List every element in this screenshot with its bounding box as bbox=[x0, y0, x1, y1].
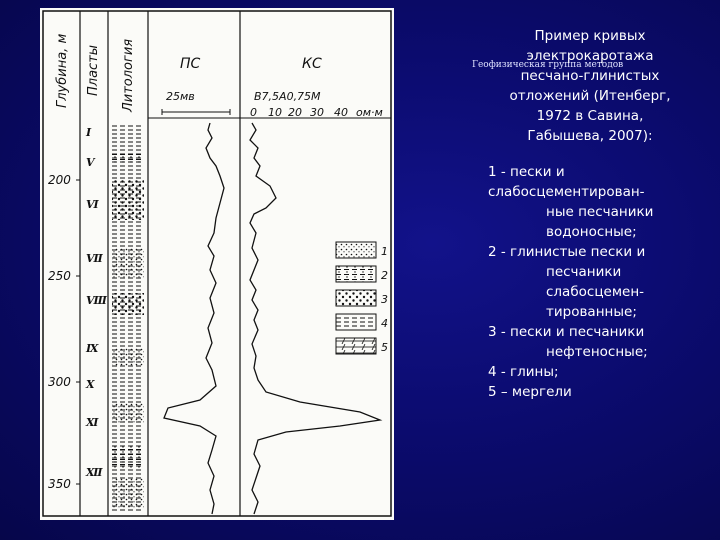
ks-tick-label: 30 bbox=[310, 106, 324, 119]
layer-label: Ⅺ bbox=[86, 416, 99, 429]
caption-title-line: Габышева, 2007): bbox=[527, 128, 653, 144]
ks-tick-label: 20 bbox=[288, 106, 302, 119]
legend-number: 5 bbox=[381, 341, 388, 354]
well-log-chart bbox=[40, 8, 394, 520]
caption-legend-item bbox=[470, 242, 710, 322]
caption-legend-item bbox=[470, 362, 710, 382]
caption-legend-item-head: 4 - глины; bbox=[488, 364, 559, 380]
caption-legend-item-line: нефтеносные; bbox=[546, 344, 648, 360]
depth-tick-label: 300 bbox=[48, 375, 71, 389]
depth-axis bbox=[48, 173, 80, 491]
caption-title-line: отложений (Итенберг, bbox=[509, 88, 671, 104]
caption-legend-item-line: ные песчаники bbox=[546, 204, 654, 220]
ks-axis bbox=[250, 106, 383, 119]
ps-scale-label: 25мв bbox=[166, 90, 195, 103]
caption-legend-item-line: тированные; bbox=[546, 304, 637, 320]
layer-label: Ⅵ bbox=[86, 198, 99, 211]
depth-column-header: Глубина, м bbox=[55, 33, 70, 108]
caption-legend-list bbox=[470, 162, 710, 402]
caption-legend-item-head: 2 - глинистые пески и bbox=[488, 244, 646, 260]
layer-label: Ⅶ bbox=[86, 252, 103, 265]
ks-tick-label: 40 bbox=[334, 106, 348, 119]
caption-legend-item bbox=[470, 162, 710, 242]
lithology-column bbox=[112, 123, 144, 513]
caption-title-line: песчано-глинистых bbox=[520, 68, 660, 84]
caption-title-line: Пример кривых bbox=[534, 28, 646, 44]
depth-tick-label: 250 bbox=[48, 269, 71, 283]
layer-label: Ⅻ bbox=[86, 466, 103, 479]
figure-caption bbox=[470, 26, 710, 402]
caption-legend-item-line: слабосцементирован- bbox=[488, 184, 645, 200]
lithology-column-header: Литология bbox=[121, 38, 136, 112]
caption-legend-item bbox=[470, 322, 710, 362]
lithology-legend bbox=[336, 242, 376, 354]
layer-label: Ⅷ bbox=[86, 294, 107, 307]
legend-number: 3 bbox=[381, 293, 388, 306]
ks-tick-label: ом·м bbox=[356, 106, 383, 119]
ks-tick-label: 10 bbox=[268, 106, 282, 119]
caption-legend-item-line: водоносные; bbox=[546, 224, 637, 240]
legend-number: 2 bbox=[381, 269, 388, 282]
ks-probe-label: В7,5А0,75М bbox=[254, 90, 321, 103]
ps-curve bbox=[164, 123, 224, 514]
caption-legend-item-line: песчаники bbox=[546, 264, 622, 280]
layers-column-header: Пласты bbox=[86, 44, 101, 96]
caption-legend-item-head: 5 – мергели bbox=[488, 384, 572, 400]
caption-legend-item-head: 3 - пески и песчаники bbox=[488, 324, 645, 340]
depth-tick-label: 350 bbox=[48, 477, 71, 491]
caption-legend-item bbox=[470, 382, 710, 402]
caption-legend-item-head: 1 - пески и bbox=[488, 164, 565, 180]
ps-header: ПС bbox=[180, 56, 201, 72]
legend-number: 1 bbox=[381, 245, 388, 258]
well-log-figure bbox=[40, 8, 394, 520]
layer-label: Ⅰ bbox=[86, 126, 92, 139]
caption-title-line: электрокаротажа bbox=[526, 48, 654, 64]
caption-title bbox=[470, 26, 710, 146]
lithology-legend-numbers bbox=[381, 245, 388, 354]
caption-title-line: 1972 в Савина, bbox=[536, 108, 644, 124]
caption-legend-item-line: слабосцемен- bbox=[546, 284, 645, 300]
legend-number: 4 bbox=[381, 317, 388, 330]
layer-label: Ⅸ bbox=[86, 342, 99, 355]
layer-label: Ⅴ bbox=[86, 156, 95, 169]
ks-tick-label: 0 bbox=[250, 106, 257, 119]
ks-header: КС bbox=[302, 56, 322, 72]
layer-label: Ⅹ bbox=[86, 378, 95, 391]
depth-tick-label: 200 bbox=[48, 173, 71, 187]
layer-labels bbox=[85, 126, 108, 479]
watermark: Геофизическая группа методов bbox=[472, 60, 624, 70]
